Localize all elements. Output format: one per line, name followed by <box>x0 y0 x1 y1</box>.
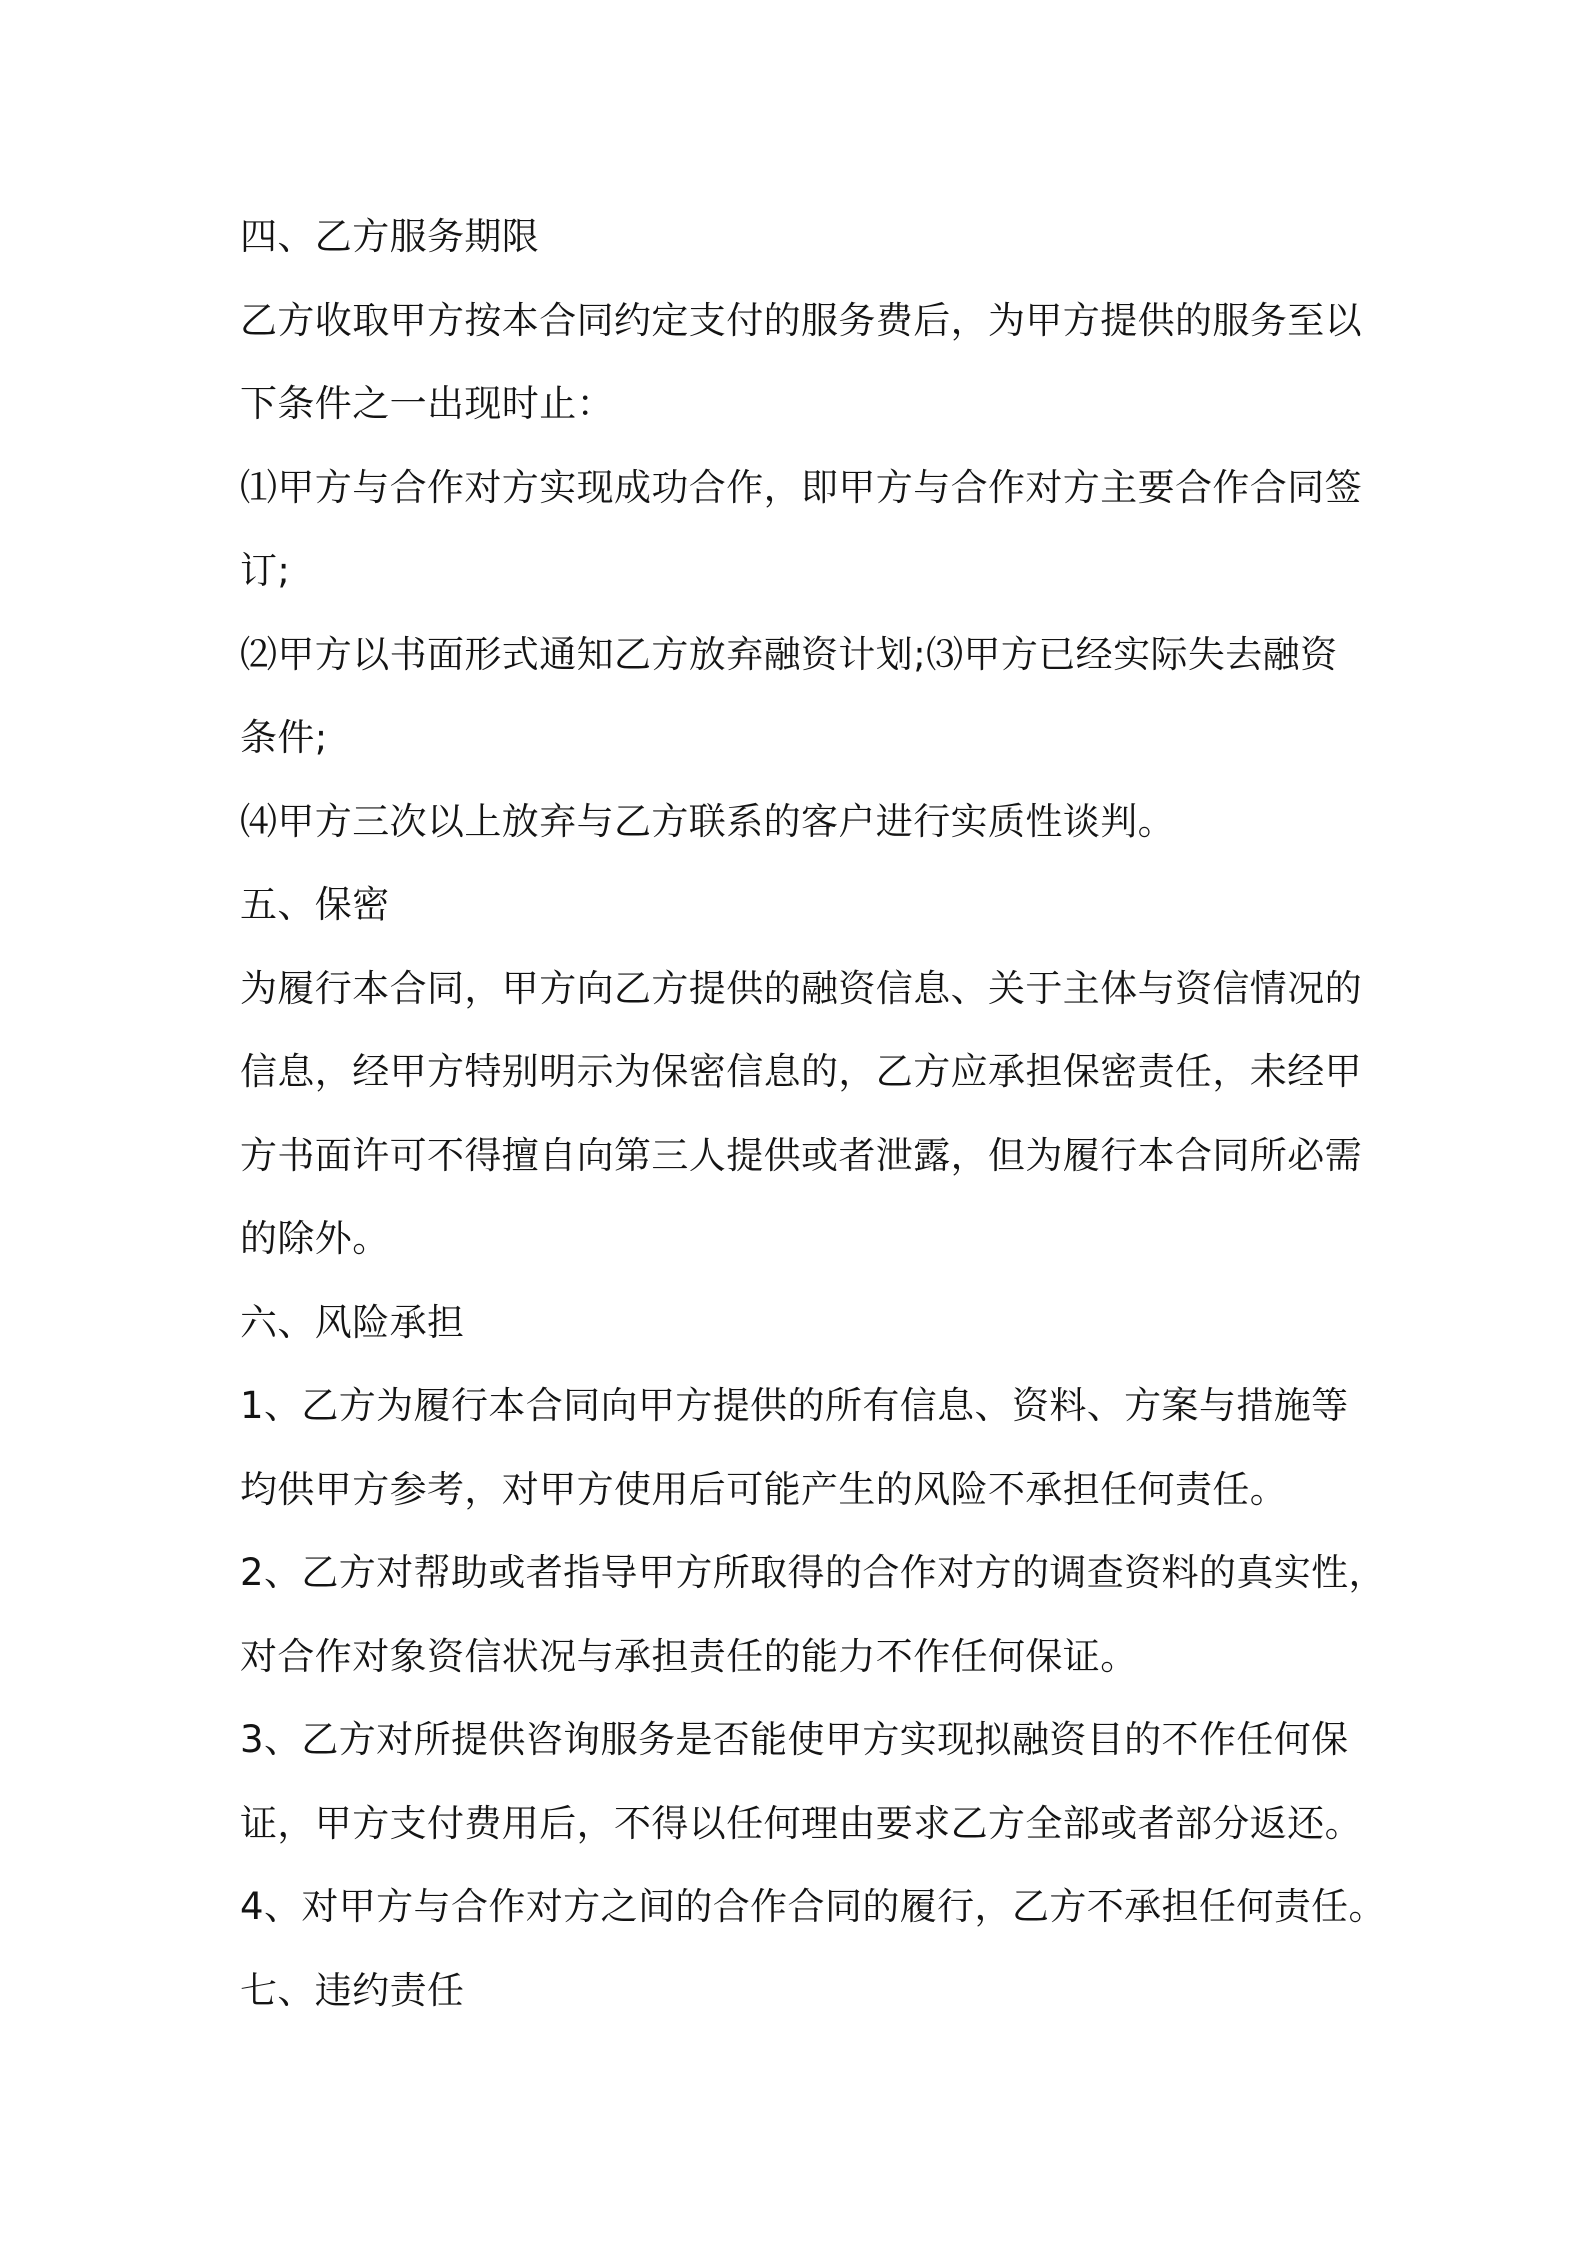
paragraph-line: ⑵甲方以书面形式通知乙方放弃融资计划;⑶甲方已经实际失去融资 <box>240 632 1338 676</box>
paragraph-line: 方书面许可不得擅自向第三人提供或者泄露，但为履行本合同所必需 <box>240 1133 1362 1177</box>
paragraph-line: 订; <box>240 549 291 592</box>
paragraph-line: 证，甲方支付费用后，不得以任何理由要求乙方全部或者部分返还。 <box>240 1801 1362 1845</box>
section-heading-confidentiality: 五、保密 <box>240 883 390 926</box>
paragraph-line: ⑷甲方三次以上放弃与乙方联系的客户进行实质性谈判。 <box>240 799 1175 843</box>
paragraph-line: 2、乙方对帮助或者指导甲方所取得的合作对方的调查资料的真实性， <box>240 1551 1386 1594</box>
section-heading-service-period: 四、乙方服务期限 <box>240 215 540 258</box>
document-body <box>240 195 1386 2032</box>
paragraph-line: ⑴甲方与合作对方实现成功合作，即甲方与合作对方主要合作合同签 <box>240 465 1362 509</box>
paragraph-line: 乙方收取甲方按本合同约定支付的服务费后，为甲方提供的服务至以 <box>240 298 1362 342</box>
paragraph-line: 为履行本合同，甲方向乙方提供的融资信息、关于主体与资信情况的 <box>240 966 1362 1010</box>
paragraph-line: 对合作对象资信状况与承担责任的能力不作任何保证。 <box>240 1634 1138 1678</box>
paragraph-line: 均供甲方参考，对甲方使用后可能产生的风险不承担任何责任。 <box>240 1467 1288 1511</box>
paragraph-line: 4、对甲方与合作对方之间的合作合同的履行，乙方不承担任何责任。 <box>240 1885 1386 1928</box>
paragraph-line: 3、乙方对所提供咨询服务是否能使甲方实现拟融资目的不作任何保 <box>240 1718 1349 1761</box>
paragraph-line: 条件; <box>240 716 328 759</box>
paragraph-line: 的除外。 <box>240 1217 390 1260</box>
paragraph-line: 1、乙方为履行本合同向甲方提供的所有信息、资料、方案与措施等 <box>240 1384 1349 1427</box>
paragraph-line: 下条件之一出现时止： <box>240 382 614 425</box>
section-heading-risk: 六、风险承担 <box>240 1300 465 1344</box>
section-heading-liability: 七、违约责任 <box>240 1968 465 2012</box>
paragraph-line: 信息，经甲方特别明示为保密信息的，乙方应承担保密责任，未经甲 <box>240 1050 1362 1093</box>
